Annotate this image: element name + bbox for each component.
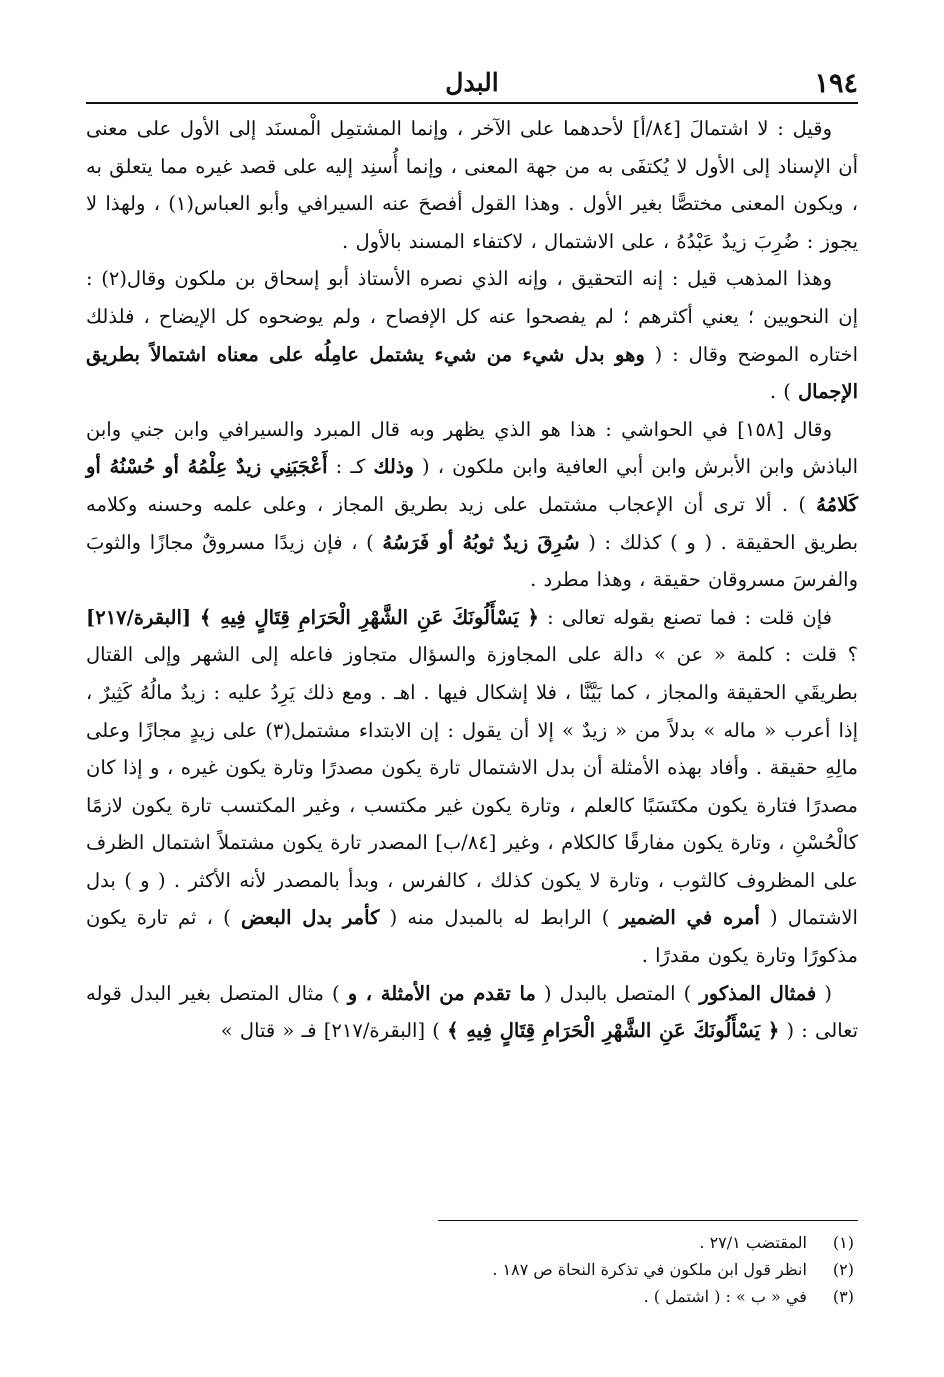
emphasized-text: فمثال المذكور <box>699 981 817 1005</box>
footnote-text: المقتضب ٢٧/١ . <box>699 1233 807 1252</box>
text-run: ) ، ثم تارة يكون مذكورًا وتارة يكون مقدرًا . <box>86 906 858 968</box>
footnote-text: في « ب » : ( اشتمل ) . <box>643 1287 807 1306</box>
emphasized-text: ﴿ يَسْأَلُونَكَ عَنِ الشَّهْرِ الْحَرَامِ قِتَالٍ فِيهِ ﴾ <box>447 1019 780 1043</box>
text-run: ) . <box>769 380 799 404</box>
running-title: البدل <box>445 68 499 97</box>
paragraph <box>86 599 858 975</box>
footnote <box>86 1283 858 1310</box>
text-run: وقال [١٥٨] في الحواشي : هذا هو الذي يظهر وبه قال المبرد والسيرافي وابن جني وابن الباذش وابن الأبرش وابن أبي العافية وابن ملكون ، ( <box>86 417 858 479</box>
footnote-number: (٢) <box>832 1260 854 1279</box>
emphasized-text: أمره في الضمير <box>619 906 760 930</box>
text-run: ) المتصل بالبدل ( <box>535 981 700 1005</box>
text-run: ) [البقرة/٢١٧] فـ « قتال » <box>220 1019 448 1043</box>
text-run: كـ : <box>327 455 374 479</box>
paragraph <box>86 975 858 1050</box>
footnote-number: (١) <box>832 1233 854 1252</box>
book-page <box>86 62 858 1332</box>
paragraph <box>86 260 858 410</box>
text-run: ( <box>816 981 832 1005</box>
text-run: وقيل : لا اشتمالَ [٨٤/أ] لأحدهما على الآخر ، وإنما المشتمِل الْمسنَد إلى الأول على معنى أن الإسناد إلى الأول لا يُكتفَى به من جهة المعنى ، وإنما أُسنِد إليه على قصد غيره مما يتعلق به ، ويكون المعنى مختصًّا بغير الأول . وهذا القول أفصحَ عنه السيرافي وأبو العباس(١) ، ولهذا لا يجوز : ضُرِبَ زيدٌ عَبْدُهُ ، على الاشتمال ، لاكتفاء المسند بالأول . <box>86 117 858 253</box>
text-run: ) . ألا ترى أن الإعجاب مشتمل على زيد بطريق المجاز ، وعلى علمه وحسنه وكلامه بطريق الحقيقة . ( و ) كذلك : ( <box>86 492 858 554</box>
paragraph <box>86 411 858 599</box>
text-run: وهذا المذهب قيل : إنه التحقيق ، وإنه الذي نصره الأستاذ أبو إسحاق بن ملكون وقال(٢) : إن النحويين ؛ يعني أكثرهم ؛ لم يفصحوا عنه كل الإفصاح ، ولم يوضحوه كل الإيضاح ، فلذلك اختاره الموضح وقال : ( <box>86 267 858 366</box>
text-run: ) ، فإن زيدًا مسروقٌ مجازًا والثوبَ والفرسَ مسروقان حقيقة ، وهذا مطرد . <box>86 530 858 592</box>
text-run: ؟ قلت : كلمة « عن » دالة على المجاوزة والسؤال متجاوز فاعله إلى الشهر وإلى القتال بطريقَي الحقيقة والمجاز ، كما بَيَّنَّا ، فلا إشكال فيها . اهـ . ومع ذلك يَرِدُ عليه : زيدٌ مالُهُ كَثِيرٌ ، إذا أعرب « ماله » بدلاً من « زيدٌ » إلا أن يقول : إن الابتداء مشتمل(٣) على زيدٍ مجازًا وعلى مالِهِ حقيقة . وأفاد بهذه الأمثلة أن بدل الاشتمال تارة يكون مصدرًا وتارة يكون غيره ، و إذا كان مصدرًا فتارة يكون مكتَسَبًا كالعلم ، وتارة يكون غير مكتسب ، وغير المكتسب تارة يكون لازمًا كالْحُسْنِ ، وتارة يكون مفارقًا كالكلام ، وغير [٨٤/ب] المصدر تارة يكون مشتملاً اشتمال الظرف على المظروف كالثوب ، وتارة لا يكون كذلك ، كالفرس ، وبدأ بالمصدر لأنه الأكثر . ( و ) بدل الاشتمال ( <box>86 643 859 930</box>
footnote <box>86 1256 858 1283</box>
footnote-divider <box>438 1220 858 1221</box>
emphasized-text: وهو بدل شيء من شيء يشتمل عامِلُه على معناه اشتمالاً بطريق الإجمال <box>86 342 858 404</box>
text-run: ) الرابط له بالمبدل منه ( <box>379 906 620 930</box>
emphasized-text: سُرِقَ زيدٌ ثوبُهُ أو فَرَسُهُ <box>382 530 580 554</box>
running-header <box>86 62 858 104</box>
emphasized-text: وذلك <box>373 455 414 479</box>
emphasized-text: ما تقدم من الأمثلة ، و <box>347 981 536 1005</box>
footnote-text: انظر قول ابن ملكون في تذكرة النحاة ص ١٨٧ . <box>492 1260 807 1279</box>
text-run: فإن قلت : فما تصنع بقوله تعالى : <box>538 605 832 629</box>
footnote-number: (٣) <box>832 1287 854 1306</box>
emphasized-text: أَعْجَبَنِي زيدٌ عِلْمُهُ أو حُسْنُهُ أو كَلامُهُ <box>86 455 858 516</box>
text-run: ) مثال المتصل بغير البدل قوله تعالى : ( <box>86 981 858 1043</box>
page-number: ١٩٤ <box>814 68 858 99</box>
body-text <box>86 110 858 1050</box>
footnotes <box>86 1220 858 1310</box>
paragraph <box>86 110 858 260</box>
emphasized-text: ﴿ يَسْأَلُونَكَ عَنِ الشَّهْرِ الْحَرَامِ قِتَالٍ فِيهِ ﴾ [البقرة/٢١٧] <box>86 605 539 629</box>
emphasized-text: كأمر بدل البعض <box>240 906 380 930</box>
footnote <box>86 1229 858 1256</box>
